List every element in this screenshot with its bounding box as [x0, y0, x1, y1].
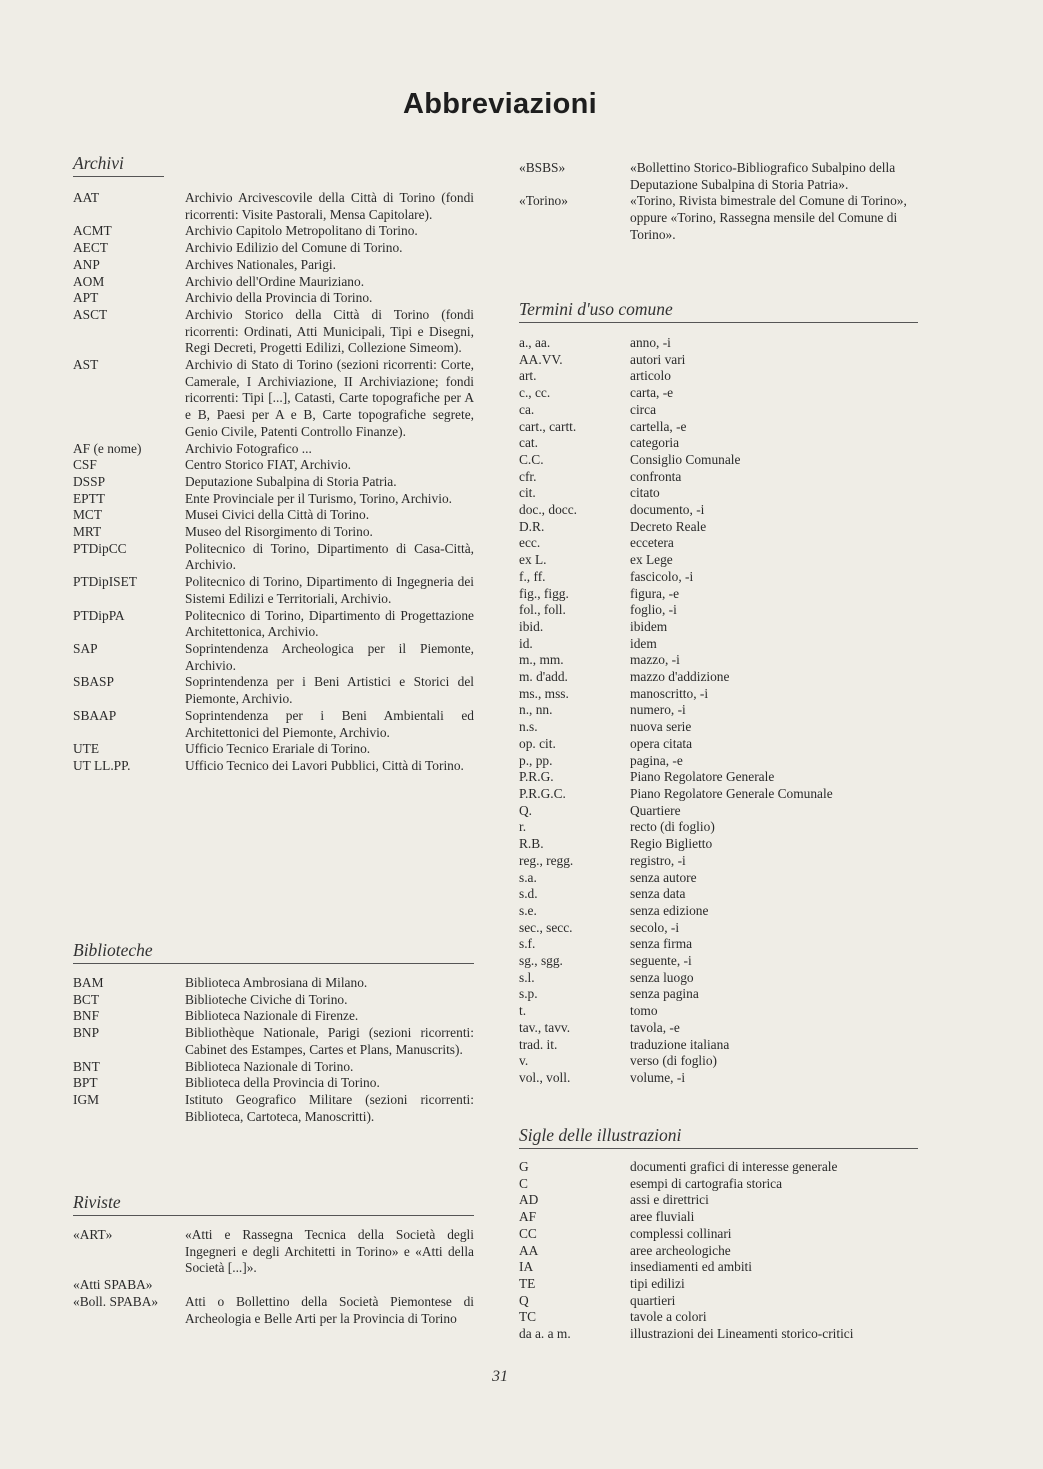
abbreviation-meaning: foglio, -i — [630, 602, 677, 618]
abbreviation-meaning: seguente, -i — [630, 953, 692, 969]
abbreviation-meaning: tipi edilizi — [630, 1275, 685, 1291]
riviste-cont-list — [519, 160, 918, 244]
abbreviation: sec., secc. — [519, 919, 573, 935]
abbreviation: m. d'add. — [519, 669, 568, 685]
abbreviation-meaning: esempi di cartografia storica — [630, 1175, 783, 1191]
abbreviation-entry — [73, 608, 474, 641]
abbreviation-meaning: idem — [630, 635, 657, 651]
abbreviation-entry — [519, 769, 918, 786]
abbreviation-meaning: senza edizione — [630, 902, 709, 918]
abbreviation: ca. — [519, 401, 535, 417]
abbreviation: p., pp. — [519, 752, 553, 768]
abbreviation-meaning: Ufficio Tecnico Erariale di Torino. — [185, 741, 371, 757]
abbreviation-entry — [73, 474, 474, 491]
abbreviation: n., nn. — [519, 702, 553, 718]
abbreviation: c., cc. — [519, 385, 551, 401]
abbreviation: UTE — [73, 741, 100, 757]
abbreviation-entry — [519, 619, 918, 636]
abbreviation-entry — [73, 274, 474, 291]
abbreviation: D.R. — [519, 518, 545, 534]
abbreviation-entry — [73, 257, 474, 274]
abbreviation-meaning: secolo, -i — [630, 919, 680, 935]
abbreviation-entry — [73, 1294, 474, 1327]
abbreviation-meaning: Archivio della Provincia di Torino. — [185, 290, 373, 306]
abbreviation-meaning: categoria — [630, 435, 680, 451]
biblioteche-list — [73, 975, 474, 1125]
abbreviation-meaning: registro, -i — [630, 852, 686, 868]
abbreviation: «ART» — [73, 1227, 113, 1242]
abbreviation: AECT — [73, 240, 108, 256]
abbreviation-meaning: Centro Storico FIAT, Archivio. — [185, 457, 352, 473]
abbreviation: Q — [519, 1292, 529, 1308]
abbreviation-meaning: Istituto Geografico Militare (sezioni ricorrenti: Biblioteca, Cartoteca, Manoscritti). — [185, 1091, 474, 1124]
abbreviation-meaning: Consiglio Comunale — [630, 451, 741, 467]
abbreviation-entry — [519, 1276, 918, 1293]
abbreviation-meaning: Piano Regolatore Generale — [630, 769, 775, 785]
abbreviation-entry — [519, 485, 918, 502]
abbreviation-meaning — [185, 1277, 474, 1294]
abbreviation-meaning: Museo del Risorgimento di Torino. — [185, 524, 373, 540]
abbreviation: v. — [519, 1053, 529, 1069]
abbreviation-entry — [73, 524, 474, 541]
abbreviation-entry — [519, 1020, 918, 1037]
abbreviation: BAM — [73, 975, 104, 990]
abbreviation-entry — [519, 936, 918, 953]
abbreviation-meaning: autori vari — [630, 351, 686, 367]
abbreviation: ex L. — [519, 552, 547, 568]
abbreviation-meaning: insediamenti ed ambiti — [630, 1259, 752, 1275]
abbreviation: tav., tavv. — [519, 1019, 571, 1035]
riviste-list — [73, 1227, 474, 1327]
abbreviation: fig., figg. — [519, 585, 569, 601]
abbreviation-entry — [73, 491, 474, 508]
abbreviation-entry — [519, 736, 918, 753]
abbreviation-meaning: numero, -i — [630, 702, 686, 718]
abbreviation: BNP — [73, 1025, 100, 1041]
abbreviation: a., aa. — [519, 335, 551, 350]
abbreviation-entry — [519, 519, 918, 536]
abbreviation: ecc. — [519, 535, 541, 551]
abbreviation: G — [519, 1159, 529, 1174]
page-number: 31 — [492, 1368, 508, 1385]
section-heading-archivi: Archivi — [73, 153, 164, 177]
abbreviation-entry — [73, 1008, 474, 1025]
abbreviation-meaning: Ufficio Tecnico dei Lavori Pubblici, Città di Torino. — [185, 757, 464, 773]
abbreviation-meaning: Ente Provinciale per il Turismo, Torino, Archivio. — [185, 490, 452, 506]
abbreviation-meaning: Archivio Edilizio del Comune di Torino. — [185, 240, 403, 256]
abbreviation-meaning: «Atti e Rassegna Tecnica della Società degli Ingegneri e degli Architetti in Torino» e «Atti della Società [...]». — [185, 1227, 474, 1276]
abbreviation-entry — [519, 1326, 918, 1343]
abbreviation: AST — [73, 357, 99, 373]
abbreviation-entry — [519, 870, 918, 887]
abbreviation-entry — [73, 708, 474, 741]
abbreviation-entry — [519, 636, 918, 653]
abbreviation-meaning: quartieri — [630, 1292, 676, 1308]
abbreviation-meaning: figura, -e — [630, 585, 680, 601]
abbreviation-entry — [519, 1309, 918, 1326]
abbreviation: IA — [519, 1259, 534, 1275]
abbreviation-meaning: Regio Biglietto — [630, 836, 713, 852]
abbreviation-meaning: volume, -i — [630, 1069, 686, 1085]
abbreviation-meaning: Archives Nationales, Parigi. — [185, 256, 336, 272]
abbreviation-meaning: Biblioteca Nazionale di Torino. — [185, 1058, 354, 1074]
abbreviation: sg., sgg. — [519, 953, 563, 969]
abbreviation-meaning: senza data — [630, 886, 686, 902]
abbreviation: BNF — [73, 1008, 100, 1024]
abbreviation-meaning: Biblioteca Nazionale di Firenze. — [185, 1008, 359, 1024]
abbreviation-meaning: mazzo d'addizione — [630, 669, 730, 685]
abbreviation-entry — [73, 574, 474, 607]
abbreviation: SAP — [73, 640, 98, 656]
abbreviation: CSF — [73, 457, 97, 473]
abbreviation: R.B. — [519, 836, 544, 852]
abbreviation-entry — [519, 920, 918, 937]
abbreviation-meaning: documenti grafici di interesse generale — [630, 1159, 838, 1174]
abbreviation-meaning: Deputazione Subalpina di Storia Patria. — [185, 473, 397, 489]
abbreviation: t. — [519, 1003, 527, 1019]
abbreviation-meaning: illustrazioni dei Lineamenti storico-critici — [630, 1326, 854, 1342]
abbreviation: UT LL.PP. — [73, 757, 131, 773]
abbreviation-meaning: «Bollettino Storico-Bibliografico Subalpino della Deputazione Subalpina di Storia Patria». — [630, 160, 896, 192]
abbreviation-entry — [73, 641, 474, 674]
abbreviation-entry — [519, 552, 918, 569]
abbreviation-meaning: Politecnico di Torino, Dipartimento di Casa-Città, Archivio. — [185, 540, 474, 573]
section-heading-biblioteche: Biblioteche — [73, 940, 474, 964]
abbreviation: ibid. — [519, 618, 544, 634]
abbreviation-entry — [519, 452, 918, 469]
abbreviation-entry — [519, 419, 918, 436]
abbreviation-entry — [519, 786, 918, 803]
abbreviation: «Atti SPABA» — [73, 1277, 153, 1293]
abbreviation-entry — [519, 402, 918, 419]
abbreviation-entry — [519, 1053, 918, 1070]
abbreviation: reg., regg. — [519, 852, 574, 868]
abbreviation: vol., voll. — [519, 1069, 571, 1085]
abbreviation: doc., docc. — [519, 502, 578, 518]
abbreviation-entry — [73, 457, 474, 474]
abbreviation: cit. — [519, 485, 536, 501]
abbreviation-entry — [519, 1226, 918, 1243]
abbreviation-meaning: Biblioteche Civiche di Torino. — [185, 991, 348, 1007]
abbreviation: BNT — [73, 1058, 100, 1074]
abbreviation-entry — [73, 357, 474, 441]
abbreviation-meaning: eccetera — [630, 535, 674, 551]
abbreviation-entry — [519, 686, 918, 703]
abbreviation-meaning: opera citata — [630, 735, 693, 751]
abbreviation-entry — [519, 1259, 918, 1276]
abbreviation-entry — [519, 803, 918, 820]
abbreviation-meaning: recto (di foglio) — [630, 819, 715, 835]
abbreviation-entry — [519, 836, 918, 853]
abbreviation-meaning: assi e direttrici — [630, 1192, 709, 1208]
abbreviation-entry — [73, 541, 474, 574]
abbreviation-entry — [519, 1159, 918, 1176]
abbreviation-entry — [73, 674, 474, 707]
abbreviation-entry — [519, 569, 918, 586]
abbreviation: s.d. — [519, 886, 538, 902]
abbreviation-entry — [519, 853, 918, 870]
abbreviation: n.s. — [519, 719, 538, 735]
abbreviation-meaning: Archivio dell'Ordine Mauriziano. — [185, 273, 365, 289]
abbreviation: da a. a m. — [519, 1326, 571, 1342]
section-heading-sigle: Sigle delle illustrazioni — [519, 1125, 918, 1149]
abbreviation-entry — [73, 307, 474, 357]
abbreviation-entry — [519, 702, 918, 719]
abbreviation-meaning: manoscritto, -i — [630, 685, 709, 701]
abbreviation: r. — [519, 819, 527, 835]
abbreviation: PTDipPA — [73, 607, 125, 623]
abbreviation-meaning: Atti o Bollettino della Società Piemontese di Archeologia e Belle Arti per la Provincia di Torino — [185, 1293, 474, 1326]
abbreviation-entry — [73, 1092, 474, 1125]
abbreviation-meaning: complessi collinari — [630, 1225, 732, 1241]
abbreviation-entry — [519, 903, 918, 920]
abbreviation-meaning: Archivio Storico della Città di Torino (fondi ricorrenti: Ordinati, Atti Municipali, Tipi e Disegni, Regi Decreti, Progetti Edilizi, Collezione Simeom). — [185, 306, 474, 356]
abbreviation: cfr. — [519, 468, 537, 484]
abbreviation-meaning: carta, -e — [630, 385, 674, 401]
abbreviation-entry — [519, 1037, 918, 1054]
section-heading-riviste: Riviste — [73, 1192, 474, 1216]
abbreviation-meaning: fascicolo, -i — [630, 568, 694, 584]
abbreviation-entry — [519, 669, 918, 686]
abbreviation-entry — [73, 975, 474, 992]
abbreviation-meaning: Archivio Fotografico ... — [185, 440, 312, 456]
abbreviation: AOM — [73, 273, 105, 289]
abbreviation-meaning: Quartiere — [630, 802, 681, 818]
abbreviation-meaning: mazzo, -i — [630, 652, 680, 668]
abbreviation-entry — [73, 1059, 474, 1076]
abbreviation-meaning: cartella, -e — [630, 418, 687, 434]
abbreviation: MRT — [73, 524, 102, 540]
abbreviation: ACMT — [73, 223, 112, 239]
abbreviation-meaning: tavole a colori — [630, 1309, 707, 1325]
abbreviation: «BSBS» — [519, 160, 566, 175]
abbreviation-meaning: senza luogo — [630, 969, 694, 985]
abbreviation-entry — [519, 368, 918, 385]
abbreviation: cat. — [519, 435, 538, 451]
abbreviation-meaning: verso (di foglio) — [630, 1053, 718, 1069]
abbreviation: «Torino» — [519, 193, 568, 209]
abbreviation-entry — [73, 758, 474, 775]
abbreviation-entry — [519, 1192, 918, 1209]
abbreviation-entry — [73, 1277, 474, 1294]
abbreviation: P.R.G. — [519, 769, 554, 785]
abbreviation-meaning: aree archeologiche — [630, 1242, 731, 1258]
abbreviation-entry — [519, 502, 918, 519]
abbreviation: AF — [519, 1209, 537, 1225]
abbreviation-meaning: senza pagina — [630, 986, 699, 1002]
abbreviation-meaning: senza autore — [630, 869, 697, 885]
abbreviation-meaning: pagina, -e — [630, 752, 683, 768]
page-title: Abbreviazioni — [402, 88, 598, 120]
abbreviation-entry — [519, 719, 918, 736]
abbreviation-meaning: Archivio Capitolo Metropolitano di Torino. — [185, 223, 418, 239]
termini-list — [519, 335, 918, 1087]
archivi-list — [73, 190, 474, 775]
abbreviation-entry — [519, 1176, 918, 1193]
abbreviation-meaning: aree fluviali — [630, 1209, 695, 1225]
abbreviation: AAT — [73, 190, 100, 205]
abbreviation: s.f. — [519, 936, 536, 952]
abbreviation-meaning: Biblioteca Ambrosiana di Milano. — [185, 975, 368, 990]
section-heading-termini: Termini d'uso comune — [519, 299, 918, 323]
abbreviation-meaning: nuova serie — [630, 719, 692, 735]
abbreviation-meaning: tomo — [630, 1003, 658, 1019]
abbreviation: P.R.G.C. — [519, 785, 566, 801]
abbreviation: BPT — [73, 1075, 98, 1091]
abbreviation: AD — [519, 1192, 539, 1208]
abbreviation-entry — [519, 160, 918, 193]
abbreviation-entry — [519, 535, 918, 552]
abbreviation-entry — [519, 385, 918, 402]
abbreviation-meaning: Politecnico di Torino, Dipartimento di Ingegneria dei Sistemi Edilizi e Territoriali, Archivio. — [185, 574, 474, 606]
abbreviation-entry — [73, 1075, 474, 1092]
abbreviation-meaning: traduzione italiana — [630, 1036, 730, 1052]
abbreviation: IGM — [73, 1091, 100, 1107]
abbreviation-meaning: confronta — [630, 468, 682, 484]
abbreviation: CC — [519, 1225, 537, 1241]
abbreviation: TE — [519, 1275, 536, 1291]
sigle-list — [519, 1159, 918, 1343]
abbreviation: C — [519, 1175, 528, 1191]
abbreviation-entry — [519, 986, 918, 1003]
abbreviation-meaning: Archivio di Stato di Torino (sezioni ricorrenti: Corte, Camerale, I Archiviazione, II Archiviazione; fondi ricorrenti: Tipi [...], Catasti, Carte topografiche per A e B, Paesi per A e B, Carte topografiche segrete, Genio Civile, Patenti Controllo Finanze). — [185, 357, 474, 439]
abbreviation: id. — [519, 635, 533, 651]
abbreviation-entry — [519, 602, 918, 619]
abbreviation: s.e. — [519, 902, 537, 918]
abbreviation: art. — [519, 368, 537, 384]
abbreviation-entry — [519, 1209, 918, 1226]
abbreviation-entry — [519, 1293, 918, 1310]
abbreviation: C.C. — [519, 451, 544, 467]
abbreviation-meaning: Politecnico di Torino, Dipartimento di Progettazione Architettonica, Archivio. — [185, 607, 474, 640]
abbreviation: ms., mss. — [519, 685, 569, 701]
abbreviation-meaning: documento, -i — [630, 502, 705, 518]
abbreviation-entry — [519, 1003, 918, 1020]
abbreviation-meaning: Decreto Reale — [630, 518, 707, 534]
abbreviation: AF (e nome) — [73, 440, 142, 456]
abbreviation-entry — [73, 1025, 474, 1058]
abbreviation: SBAAP — [73, 707, 117, 723]
abbreviation-entry — [519, 352, 918, 369]
abbreviation: APT — [73, 290, 99, 306]
abbreviation-meaning: Musei Civici della Città di Torino. — [185, 507, 370, 523]
abbreviation: PTDipCC — [73, 540, 127, 556]
abbreviation-meaning: citato — [630, 485, 660, 501]
abbreviation-entry — [519, 652, 918, 669]
abbreviation-meaning: Bibliothèque Nationale, Parigi (sezioni ricorrenti: Cabinet des Estampes, Cartes et Plans, Manuscrits). — [185, 1025, 474, 1057]
abbreviation-meaning: Biblioteca della Provincia di Torino. — [185, 1075, 380, 1091]
abbreviation-entry — [73, 1227, 474, 1277]
abbreviation-entry — [73, 441, 474, 458]
abbreviation-entry — [73, 240, 474, 257]
abbreviation-entry — [519, 970, 918, 987]
abbreviation-entry — [519, 435, 918, 452]
abbreviation: Q. — [519, 802, 533, 818]
abbreviation-meaning: Soprintendenza per i Beni Artistici e Storici del Piemonte, Archivio. — [185, 674, 474, 707]
abbreviation: TC — [519, 1309, 537, 1325]
abbreviation-meaning: Piano Regolatore Generale Comunale — [630, 785, 833, 801]
abbreviation-meaning: circa — [630, 401, 657, 417]
abbreviation: AA.VV. — [519, 351, 563, 367]
abbreviation-entry — [73, 223, 474, 240]
abbreviation: s.a. — [519, 869, 537, 885]
abbreviation-entry — [73, 290, 474, 307]
abbreviation: s.p. — [519, 986, 538, 1002]
abbreviation-entry — [519, 469, 918, 486]
abbreviation: ASCT — [73, 306, 108, 322]
abbreviation: fol., foll. — [519, 602, 566, 618]
abbreviation-entry — [73, 741, 474, 758]
abbreviation: op. cit. — [519, 735, 556, 751]
abbreviation: BCT — [73, 991, 100, 1007]
abbreviation: MCT — [73, 507, 103, 523]
abbreviation-entry — [519, 753, 918, 770]
abbreviation-entry — [519, 1243, 918, 1260]
abbreviation-meaning: ibidem — [630, 618, 668, 634]
abbreviation-entry — [73, 992, 474, 1009]
abbreviation: PTDipISET — [73, 574, 137, 590]
abbreviation: f., ff. — [519, 568, 546, 584]
abbreviation-meaning: anno, -i — [630, 335, 671, 350]
abbreviation-meaning: articolo — [630, 368, 671, 384]
abbreviation-meaning: tavola, -e — [630, 1019, 680, 1035]
abbreviation: EPTT — [73, 490, 105, 506]
abbreviation-meaning: Soprintendenza Archeologica per il Piemonte, Archivio. — [185, 640, 474, 673]
abbreviation-entry — [519, 586, 918, 603]
abbreviation: trad. it. — [519, 1036, 558, 1052]
abbreviation-entry — [73, 507, 474, 524]
abbreviation: AA — [519, 1242, 539, 1258]
abbreviation-entry — [519, 953, 918, 970]
abbreviation-entry — [519, 335, 918, 352]
abbreviation-entry — [519, 819, 918, 836]
abbreviation: m., mm. — [519, 652, 564, 668]
abbreviation-meaning: senza firma — [630, 936, 693, 952]
abbreviation-entry — [519, 1070, 918, 1087]
abbreviation: «Boll. SPABA» — [73, 1293, 159, 1309]
abbreviation-entry — [519, 193, 918, 243]
abbreviation-meaning: ex Lege — [630, 552, 673, 568]
abbreviation-meaning: Archivio Arcivescovile della Città di Torino (fondi ricorrenti: Visite Pastorali, Mensa Capitolare). — [185, 190, 474, 222]
abbreviation-meaning: Soprintendenza per i Beni Ambientali ed Architettonici del Piemonte, Archivio. — [185, 707, 474, 740]
abbreviation: cart., cartt. — [519, 418, 577, 434]
abbreviation: SBASP — [73, 674, 114, 690]
abbreviation: s.l. — [519, 969, 535, 985]
abbreviation-meaning: «Torino, Rivista bimestrale del Comune di Torino», oppure «Torino, Rassegna mensile del Comune di Torino». — [630, 193, 907, 242]
abbreviation: DSSP — [73, 473, 106, 489]
abbreviation: ANP — [73, 256, 100, 272]
abbreviation-entry — [73, 190, 474, 223]
abbreviation-entry — [519, 886, 918, 903]
